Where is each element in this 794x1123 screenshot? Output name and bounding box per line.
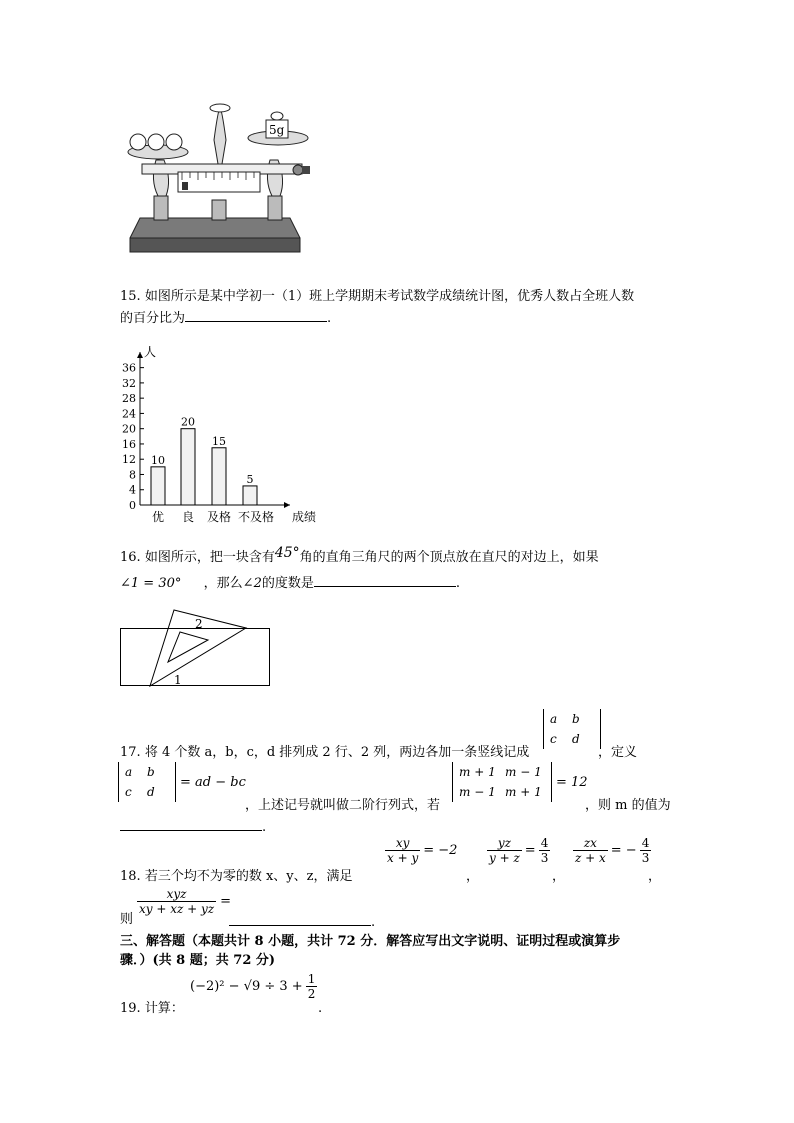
q15-text-2: 的百分比为 xyxy=(120,311,186,326)
q18-fraction-1 xyxy=(385,836,457,865)
q17-eq-matrix xyxy=(452,762,552,802)
q18-fraction-3 xyxy=(573,836,651,865)
section3-heading-line1: 三、解答题（本题共计 8 小题，共计 72 分．解答应写出文字说明、证明过程或演算步 xyxy=(120,934,621,949)
category-label: 不及格 xyxy=(237,510,275,524)
ruler xyxy=(121,629,270,686)
f3-rden: 3 xyxy=(641,851,650,865)
g-den: xy + xz + yz xyxy=(139,902,215,916)
y-tick-label: 28 xyxy=(122,392,136,406)
def-m21: c xyxy=(125,785,132,799)
grade-bar-chart xyxy=(118,340,318,528)
half-num: 1 xyxy=(307,972,316,986)
e21: m − 1 xyxy=(459,785,496,799)
x-axis-arrow xyxy=(284,502,290,508)
bar xyxy=(212,448,226,505)
bar-value-label: 15 xyxy=(212,434,226,448)
y-tick-label: 8 xyxy=(129,468,136,482)
set-square-inner xyxy=(168,632,208,662)
q19-end: . xyxy=(318,1001,323,1016)
y-axis-label: 人 xyxy=(144,345,157,359)
q17-text-b: ，定义 xyxy=(598,745,638,760)
q17-equation xyxy=(452,762,588,802)
y-tick-label: 36 xyxy=(122,361,136,375)
y-tick-label: 20 xyxy=(122,422,136,436)
y-tick-label: 16 xyxy=(122,437,136,451)
q17-end: . xyxy=(262,820,267,835)
def-m22: d xyxy=(147,785,155,799)
e12: m − 1 xyxy=(505,765,542,779)
bar xyxy=(151,467,165,505)
angle-label-1: 1 xyxy=(174,673,182,687)
m11: a xyxy=(550,712,558,726)
q16-text-c: ，那么 xyxy=(203,576,243,591)
category-label: 良 xyxy=(181,510,195,524)
q19-expr: (−2)² − √9 ÷ 3 + xyxy=(190,979,303,994)
q15-line2 xyxy=(120,307,331,328)
f2-den: y + z xyxy=(489,851,520,865)
q15-text-1: 如图所示是某中学初一（1）班上学期期末考试数学成绩统计图，优秀人数占全班人数 xyxy=(144,289,635,304)
category-label: 优 xyxy=(151,510,165,524)
q17-def-matrix xyxy=(118,762,176,802)
bar-value-label: 5 xyxy=(246,472,254,486)
q17-text-c: ，上述记号就叫做二阶行列式，若 xyxy=(245,798,441,813)
f1-num: xy xyxy=(395,836,410,850)
f3-den: z + x xyxy=(575,851,606,865)
q19-text: 计算： xyxy=(144,1001,184,1016)
x-axis-label: 成绩 xyxy=(292,510,317,524)
q17-eq-rhs: = 12 xyxy=(556,774,588,790)
f1-rhs: = −2 xyxy=(423,843,458,858)
m22: d xyxy=(572,732,580,746)
q17-text-d: ，则 m 的值为 xyxy=(585,798,671,813)
q19-expression xyxy=(190,972,317,1001)
q16-answer-blank[interactable] xyxy=(314,572,456,587)
y-tick-label: 12 xyxy=(122,453,136,467)
f3-rnum: 4 xyxy=(641,836,650,850)
q16-line2 xyxy=(120,572,460,593)
q15-number: 15. xyxy=(120,289,141,304)
q16-number: 16. xyxy=(120,550,141,565)
f2-eq: = xyxy=(524,843,536,858)
y-tick-label: 32 xyxy=(122,376,136,390)
q16-text-a: 如图所示，把一块含有 xyxy=(144,550,275,565)
f1-den: x + y xyxy=(387,851,419,865)
bar-value-label: 20 xyxy=(181,415,195,429)
q17-definition xyxy=(118,762,246,802)
q15-end: . xyxy=(327,311,332,326)
q16-angle-45: 45° xyxy=(274,545,300,561)
weight-label: 5g xyxy=(269,123,285,137)
section3-heading-line2: 骤．）(共 8 题；共 72 分) xyxy=(120,953,276,968)
q17-number: 17. xyxy=(120,745,141,760)
f3-num: zx xyxy=(583,836,597,850)
q18-answer xyxy=(229,911,375,932)
g-eq: = xyxy=(220,894,232,909)
y-tick-label: 0 xyxy=(129,499,136,512)
y-axis-arrow xyxy=(137,352,143,358)
def-m11: a xyxy=(125,765,133,779)
def-m12: b xyxy=(147,765,155,779)
q17-line1 xyxy=(120,744,529,762)
y-tick-label: 4 xyxy=(129,483,136,497)
q18-end: . xyxy=(371,915,376,930)
e11: m + 1 xyxy=(459,765,496,779)
angle-label-2: 2 xyxy=(195,617,203,631)
ruler-triangle-figure xyxy=(118,604,274,690)
q18-number: 18. xyxy=(120,869,141,884)
f3-eq: = − xyxy=(610,843,637,858)
q17-text-a: 将 4 个数 a，b，c，d 排列成 2 行、2 列，两边各加一条竖线记成 xyxy=(144,745,530,760)
q17-line2 xyxy=(245,797,440,815)
q17-line3 xyxy=(120,816,266,837)
q19-number: 19. xyxy=(120,1001,141,1016)
q17-answer-blank[interactable] xyxy=(120,816,262,831)
q16-line1 xyxy=(120,545,599,567)
f2-num: yz xyxy=(497,836,511,850)
bar-value-label: 10 xyxy=(151,453,165,467)
q18-answer-blank[interactable] xyxy=(229,911,371,926)
q18-line1 xyxy=(120,868,353,886)
q16-text-b: 角的直角三角尺的两个顶点放在直尺的对边上，如果 xyxy=(299,550,599,565)
q18-then: 则 xyxy=(120,912,134,927)
q17-def-rhs: = ad − bc xyxy=(180,774,246,790)
g-num: xyz xyxy=(166,887,187,901)
q18-comma-2: ， xyxy=(552,869,566,884)
q18-fraction-2 xyxy=(487,836,550,865)
q16-text-d: 的度数是 xyxy=(261,576,314,591)
q16-end: . xyxy=(455,576,460,591)
m21: c xyxy=(550,732,557,746)
q18-target-fraction xyxy=(137,887,231,916)
e22: m + 1 xyxy=(505,785,542,799)
q15-line1 xyxy=(120,288,634,306)
q18-text-a: 若三个均不为零的数 x、y、z，满足 xyxy=(144,869,353,884)
q18-comma-3: ， xyxy=(648,869,662,884)
q18-comma-1: ， xyxy=(466,869,480,884)
bar xyxy=(181,429,195,505)
q16-angle-2: ∠2 xyxy=(242,576,262,591)
f2-rden: 3 xyxy=(540,851,549,865)
q15-answer-blank[interactable] xyxy=(185,307,327,322)
q17-matrix-abcd xyxy=(543,709,601,749)
q19-line xyxy=(120,1000,184,1018)
balance-scale-figure xyxy=(122,100,312,270)
m12: b xyxy=(572,712,580,726)
q17-inline-matrix xyxy=(543,709,601,749)
bar xyxy=(243,486,257,505)
q16-condition: ∠1 = 30° xyxy=(120,576,182,591)
category-label: 及格 xyxy=(206,510,232,524)
f2-rnum: 4 xyxy=(540,836,549,850)
half-den: 2 xyxy=(307,987,316,1001)
y-tick-label: 24 xyxy=(122,407,136,421)
